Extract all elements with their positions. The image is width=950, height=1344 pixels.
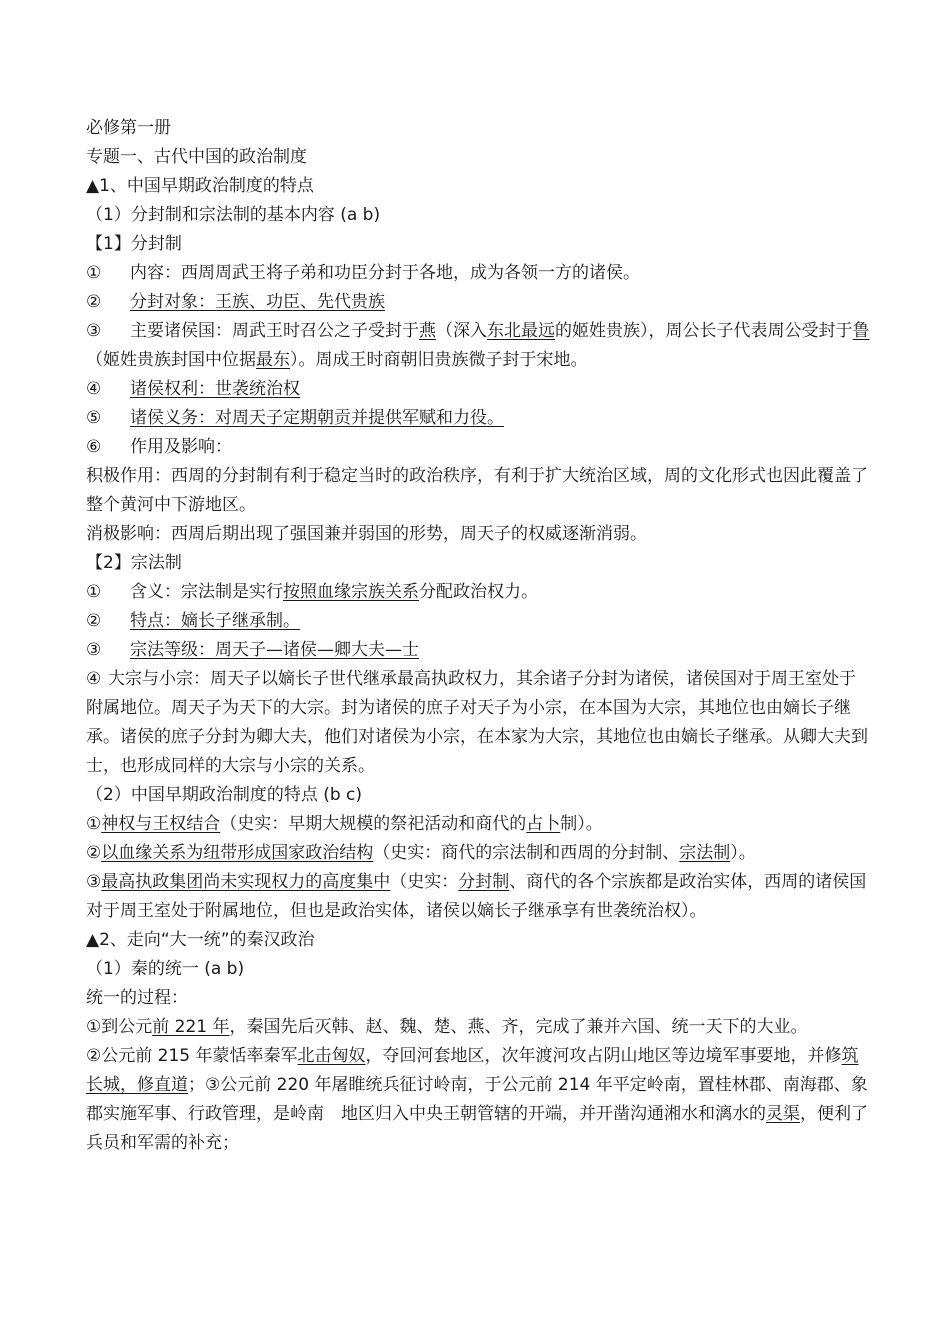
section-heading-1: ▲1、中国早期政治制度的特点: [86, 176, 314, 196]
zongfa-item-4: ④ 大宗与小宗：周天子以嫡长子世代继承最高执政权力，其余诸子分封为诸侯，诸侯国对于周王室处于附属地位。周天子为天下的大宗。封为诸侯的庶子对天子为小宗，在本国为大宗，其地位也由嫡长子继承。诸侯的庶子分封为卿大夫，他们对诸侯为小宗，在本家为大宗，其地位也由嫡长子继承。从卿大夫到士，也形成同样的大宗与小宗的关系。: [86, 669, 868, 776]
process-item-2: ②公元前 215 年蒙恬率秦军北击匈奴，夺回河套地区，次年渡河攻占阴山地区等边境军事要地，并修筑长城，修直道；③公元前 220 年屠睢统兵征讨岭南，于公元前 214 年平定岭南，置桂林郡、南海郡、象郡实施军事、行政管理，是岭南 地区归入中央王朝管辖的开端，并开凿沟通湘水和漓水的灵渠，便利了兵员和军需的补充；: [86, 1046, 868, 1153]
fenfeng-negative-effect: 消极影响：西周后期出现了强国兼并弱国的形势，周天子的权威逐渐消弱。: [86, 524, 647, 544]
zongfa-item-1: ① 含义：宗法制是实行按照血缘宗族关系分配政治权力。: [86, 582, 538, 602]
trait-2: ②以血缘关系为纽带形成国家政治结构（史实：商代的宗法制和西周的分封制、宗法制）。: [86, 843, 756, 863]
fenfeng-item-1: ① 内容：西周周武王将子弟和功臣分封于各地，成为各领一方的诸侯。: [86, 263, 640, 283]
unification-process-label: 统一的过程：: [86, 988, 188, 1008]
section-heading-2: ▲2、走向“大一统”的秦汉政治: [86, 930, 315, 950]
fenfeng-item-5: ⑤ 诸侯义务：对周天子定期朝贡并提供军赋和力役。: [86, 408, 504, 428]
zongfa-item-3: ③ 宗法等级：周天子—诸侯—卿大夫—士: [86, 640, 419, 660]
fenfeng-item-4: ④ 诸侯权利：世袭统治权: [86, 379, 300, 399]
trait-1: ①神权与王权结合（史实：早期大规模的祭祀活动和商代的占卜制）。: [86, 814, 603, 834]
subsection-1-1: （1）分封制和宗法制的基本内容 (a b): [86, 205, 381, 225]
fenfeng-item-3: ③ 主要诸侯国：周武王时召公之子受封于燕（深入东北最远的姬姓贵族），周公长子代表周公受封于鲁（姬姓贵族封国中位据最东）。周成王时商朝旧贵族微子封于宋地。: [86, 321, 870, 370]
document-page: [86, 114, 870, 1158]
zongfa-heading: 【2】宗法制: [86, 553, 182, 573]
zongfa-item-2: ② 特点：嫡长子继承制。: [86, 611, 300, 631]
subsection-2-1: （1）秦的统一 (a b): [86, 959, 245, 979]
trait-3: ③最高执政集团尚未实现权力的高度集中（史实：分封制、商代的各个宗族都是政治实体，西周的诸侯国对于周王室处于附属地位，但也是政治实体，诸侯以嫡长子继承享有世袭统治权）。: [86, 872, 867, 921]
topic-title: 专题一、古代中国的政治制度: [86, 147, 307, 167]
book-title: 必修第一册: [86, 118, 171, 138]
fenfeng-item-6: ⑥ 作用及影响：: [86, 437, 232, 457]
fenfeng-item-2: ② 分封对象：王族、功臣、先代贵族: [86, 292, 385, 312]
fenfeng-heading: 【1】分封制: [86, 234, 182, 254]
fenfeng-positive-effect: 积极作用：西周的分封制有利于稳定当时的政治秩序，有利于扩大统治区域，周的文化形式也因此覆盖了整个黄河中下游地区。: [86, 466, 868, 515]
subsection-1-2: （2）中国早期政治制度的特点 (b c): [86, 785, 363, 805]
process-item-1: ①到公元前 221 年，秦国先后灭韩、赵、魏、楚、燕、齐，完成了兼并六国、统一天下的大业。: [86, 1017, 808, 1037]
